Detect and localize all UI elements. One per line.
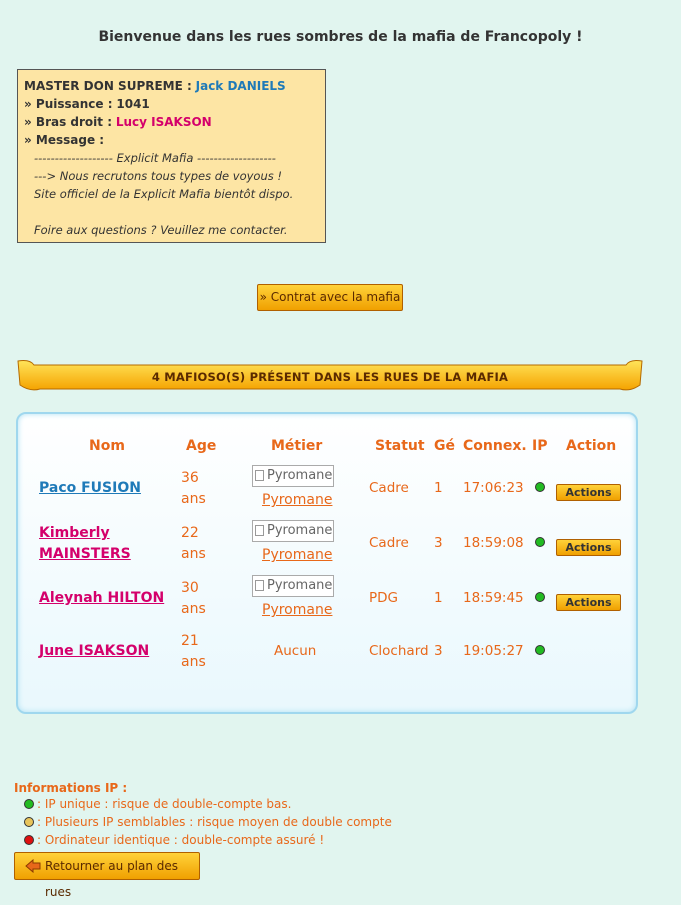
age-unit: ans [181,654,206,670]
header-statut: Statut [375,438,425,454]
header-ip: IP [532,438,548,454]
member-name-link[interactable]: June ISAKSON [39,643,150,659]
header-metier: Métier [271,438,323,454]
banner-text: 4 MAFIOSO(S) PRÉSENT DANS LES RUES DE LA MAFIA [151,370,509,384]
retour-label: Retourner au plan des rues [45,859,179,899]
broken-image-icon [255,470,264,481]
statut-value: Cadre [369,480,409,496]
header-ge: Gé [434,438,455,454]
actions-button[interactable]: Actions [556,539,621,556]
ge-value: 1 [434,590,443,606]
metier-link[interactable]: Pyromane [262,492,333,508]
green-dot-icon [24,799,34,809]
message-line: ---> Nous recrutons tous types de voyous ! [34,169,283,183]
age-value: 30 [181,580,199,596]
metier-image: Pyromane [252,520,334,542]
header-age: Age [186,438,217,454]
contrat-button[interactable]: » Contrat avec la mafia [257,284,403,311]
metier-image: Pyromane [252,465,334,487]
age-value: 21 [181,633,199,649]
ge-value: 3 [434,535,443,551]
actions-button[interactable]: Actions [556,594,621,611]
ip-info-line: : Ordinateur identique : double-compte assuré ! [14,831,392,849]
welcome-heading: Bienvenue dans les rues sombres de la mafia de Francopoly ! [98,29,583,45]
section-banner [16,359,644,392]
connex-time: 18:59:45 [463,590,524,606]
ip-status-dot [535,537,545,547]
connex-time: 18:59:08 [463,535,524,551]
connex-time: 19:05:27 [463,643,524,659]
mafia-info-box [17,69,326,243]
message-line [24,203,319,221]
metier-image: Pyromane [252,575,334,597]
age-unit: ans [181,546,206,562]
ip-status-dot [535,645,545,655]
message-line: Foire aux questions ? Veuillez me contacter. [34,223,288,237]
member-name-link[interactable]: Kimberly [39,525,110,541]
age-unit: ans [181,491,206,507]
connex-time: 17:06:23 [463,480,524,496]
metier-link[interactable]: Pyromane [262,547,333,563]
ip-info-section [14,781,392,849]
master-name-link[interactable]: Jack DANIELS [195,79,286,93]
ip-info-line: : IP unique : risque de double-compte bas. [14,795,392,813]
back-arrow-icon [25,859,41,873]
ip-status-dot [535,482,545,492]
actions-button[interactable]: Actions [556,484,621,501]
bras-droit-link[interactable]: Lucy ISAKSON [115,115,212,129]
message-line: Site officiel de la Explicit Mafia bientôt dispo. [34,187,294,201]
master-label: MASTER DON SUPREME : [24,79,192,93]
ip-status-dot [535,592,545,602]
age-value: 36 [181,470,199,486]
ip-info-line: : Plusieurs IP semblables : risque moyen de double compte [14,813,392,831]
member-name-link[interactable]: Paco FUSION [39,480,141,496]
message-label: » Message : [24,133,105,147]
broken-image-icon [255,580,264,591]
member-name-link[interactable]: Aleynah HILTON [39,590,165,606]
age-unit: ans [181,601,206,617]
ge-value: 1 [434,480,443,496]
statut-value: Clochard [369,643,429,659]
bras-droit-label: » Bras droit : [24,115,112,129]
header-connex: Connex. [463,438,527,454]
red-dot-icon [24,835,34,845]
statut-value: Cadre [369,535,409,551]
puissance-label: » Puissance : [24,97,113,111]
yellow-dot-icon [24,817,34,827]
metier-link[interactable]: Pyromane [262,602,333,618]
age-value: 22 [181,525,199,541]
header-nom: Nom [89,438,125,454]
message-line: ------------------- Explicit Mafia ------------------- [34,151,276,165]
ip-info-title: Informations IP : [14,781,128,795]
puissance-value: 1041 [116,97,150,111]
retour-button[interactable] [14,852,200,899]
header-action: Action [566,438,617,454]
ge-value: 3 [434,643,443,659]
metier-value: Aucun [274,643,317,659]
broken-image-icon [255,525,264,536]
statut-value: PDG [369,590,398,606]
member-name-link-line2[interactable]: MAINSTERS [39,546,131,562]
